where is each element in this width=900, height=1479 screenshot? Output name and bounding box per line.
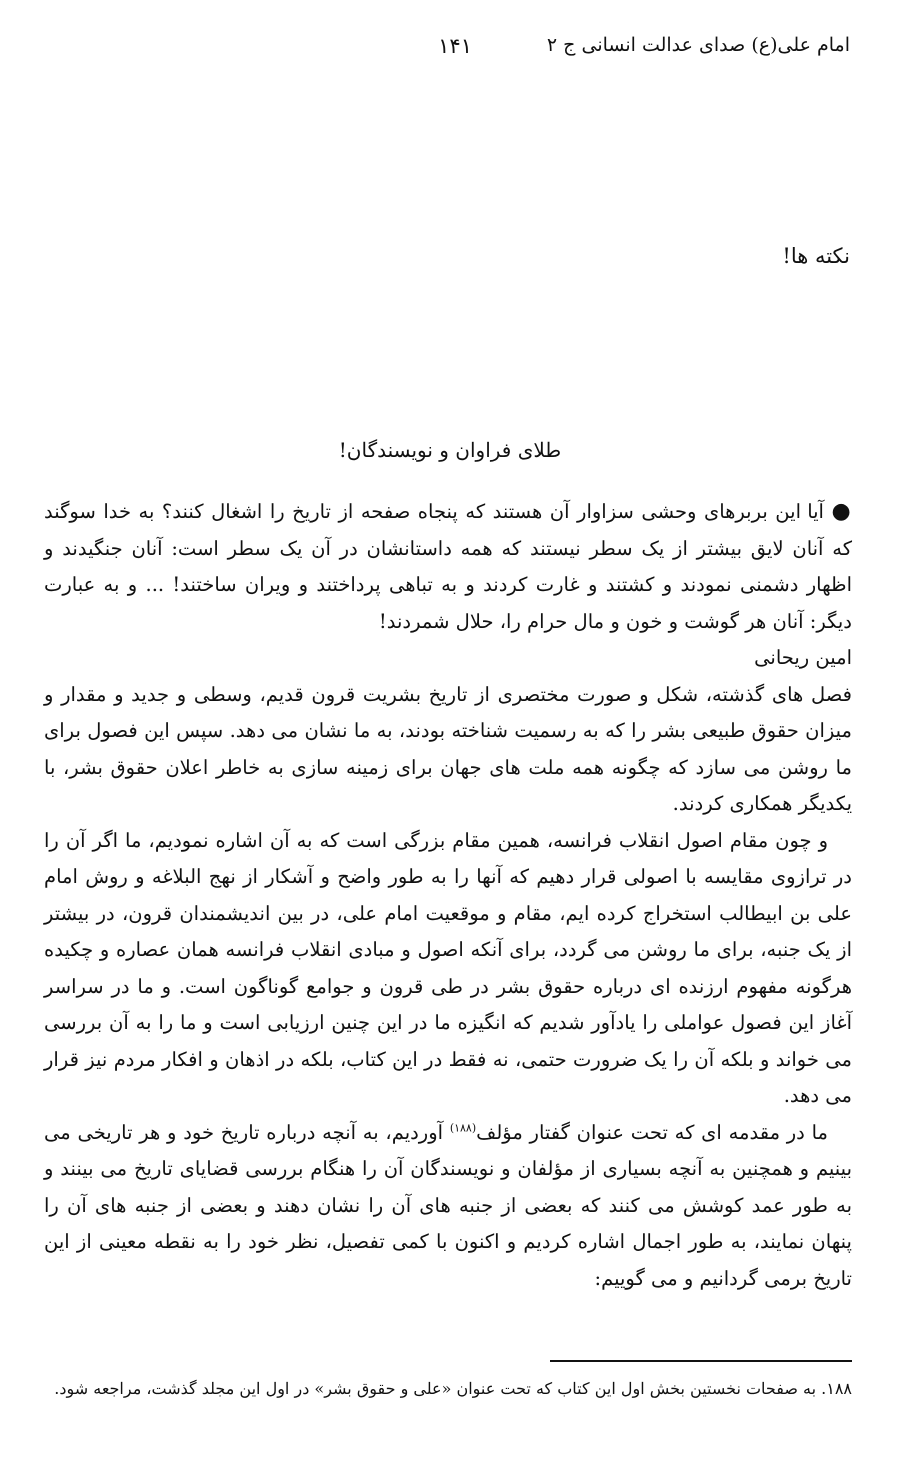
paragraph-3-rest: آوردیم، به آنچه درباره تاریخ خود و هر تاریخی می بینیم و همچنین به آنچه بسیاری از مؤلفان و نویسندگان آن را هنگام بررسی قضایای تاریخ می بینند و به طور عمد کوشش می کنند که بعضی از جنبه های آن را نشان دهند و بعضی از جنبه های آن را پنهان نمایند، به طور اجمال اشاره کردیم و اکنون با کمی تفصیل، نظر خود را به نقطه معینی از این تاریخ برمی گردانیم و می گوییم: (44, 1120, 852, 1290)
body-text (44, 494, 852, 1297)
page-number: ۱۴۱ (438, 34, 472, 58)
quote-author: امین ریحانی (754, 646, 852, 669)
footnote-reference: (۱۸۸) (449, 1121, 477, 1134)
paragraph-3-start: ما در مقدمه ای که تحت عنوان گفتار مؤلف (476, 1120, 829, 1144)
bullet-icon: ● (831, 499, 853, 524)
section-label: نکته ها! (782, 244, 850, 268)
running-header (50, 34, 850, 68)
subheading: طلای فراوان و نویسندگان! (338, 438, 562, 462)
paragraph-2: و چون مقام اصول انقلاب فرانسه، همین مقام بزرگی است که به آن اشاره نمودیم، ما اگر آن را در ترازوی مقایسه با اصولی قرار دهیم که آنها را به طور واضح و آشکار از نهج البلاغه و روش امام علی بن ابیطالب استخراج کرده ایم، مقام و موقعیت امام علی، در بین اندیشمندان قرون، در بیشتر از یک جنبه، برای ما روشن می گردد، برای آنکه اصول و مبادی انقلاب فرانسه همان عصاره و چکیده هرگونه مفهوم ارزنده ای درباره حقوق بشر در طی قرون و جوامع گوناگون است. و ما در سراسر آغاز این فصول عواملی را یادآور شدیم که انگیزه ما در این چنین ارزیابی است و ما را به آن بررسی می خواند و بلکه آن را یک ضرورت حتمی، نه فقط در این کتاب، بلکه در اذهان و افکار مردم نیز قرار می دهد. (44, 828, 852, 1107)
quote-paragraph (44, 494, 852, 640)
paragraph-3 (44, 1115, 852, 1298)
paragraph-1: فصل های گذشته، شکل و صورت مختصری از تاریخ بشریت قرون قدیم، وسطی و جدید و مقدار و میزان حقوق طبیعی بشر را که به رسمیت شناخته بودند، به ما نشان می دهد. سپس این فصول برای ما روشن می سازد که چگونه همه ملت های جهان برای زمینه سازی به خاطر اعلان حقوق بشر، با یکدیگر همکاری کردند. (44, 682, 852, 815)
footnote-divider (550, 1360, 852, 1362)
quote-text: آیا این بربرهای وحشی سزاوار آن هستند که پنجاه صفحه از تاریخ را اشغال کنند؟ به خدا سوگند که آنان لایق بیشتر از یک سطر نیستند که همه داستانشان در آن یک سطر است: آنان جنگیدند و اظهار دشمنی نمودند و کشتند و غارت کردند و به تباهی پرداختند و ویران ساختند! ... و به عبارت دیگر: آنان هر گوشت و خون و مال حرام را، حلال شمردند! (44, 500, 852, 633)
footnote (44, 1374, 852, 1403)
book-title: امام علی(ع) صدای عدالت انسانی ج ۲ (546, 34, 850, 56)
footnote-text: ۱۸۸. به صفحات نخستین بخش اول این کتاب که تحت عنوان «علی و حقوق بشر» در اول این مجلد گذشت، مراجعه شود. (54, 1379, 852, 1398)
